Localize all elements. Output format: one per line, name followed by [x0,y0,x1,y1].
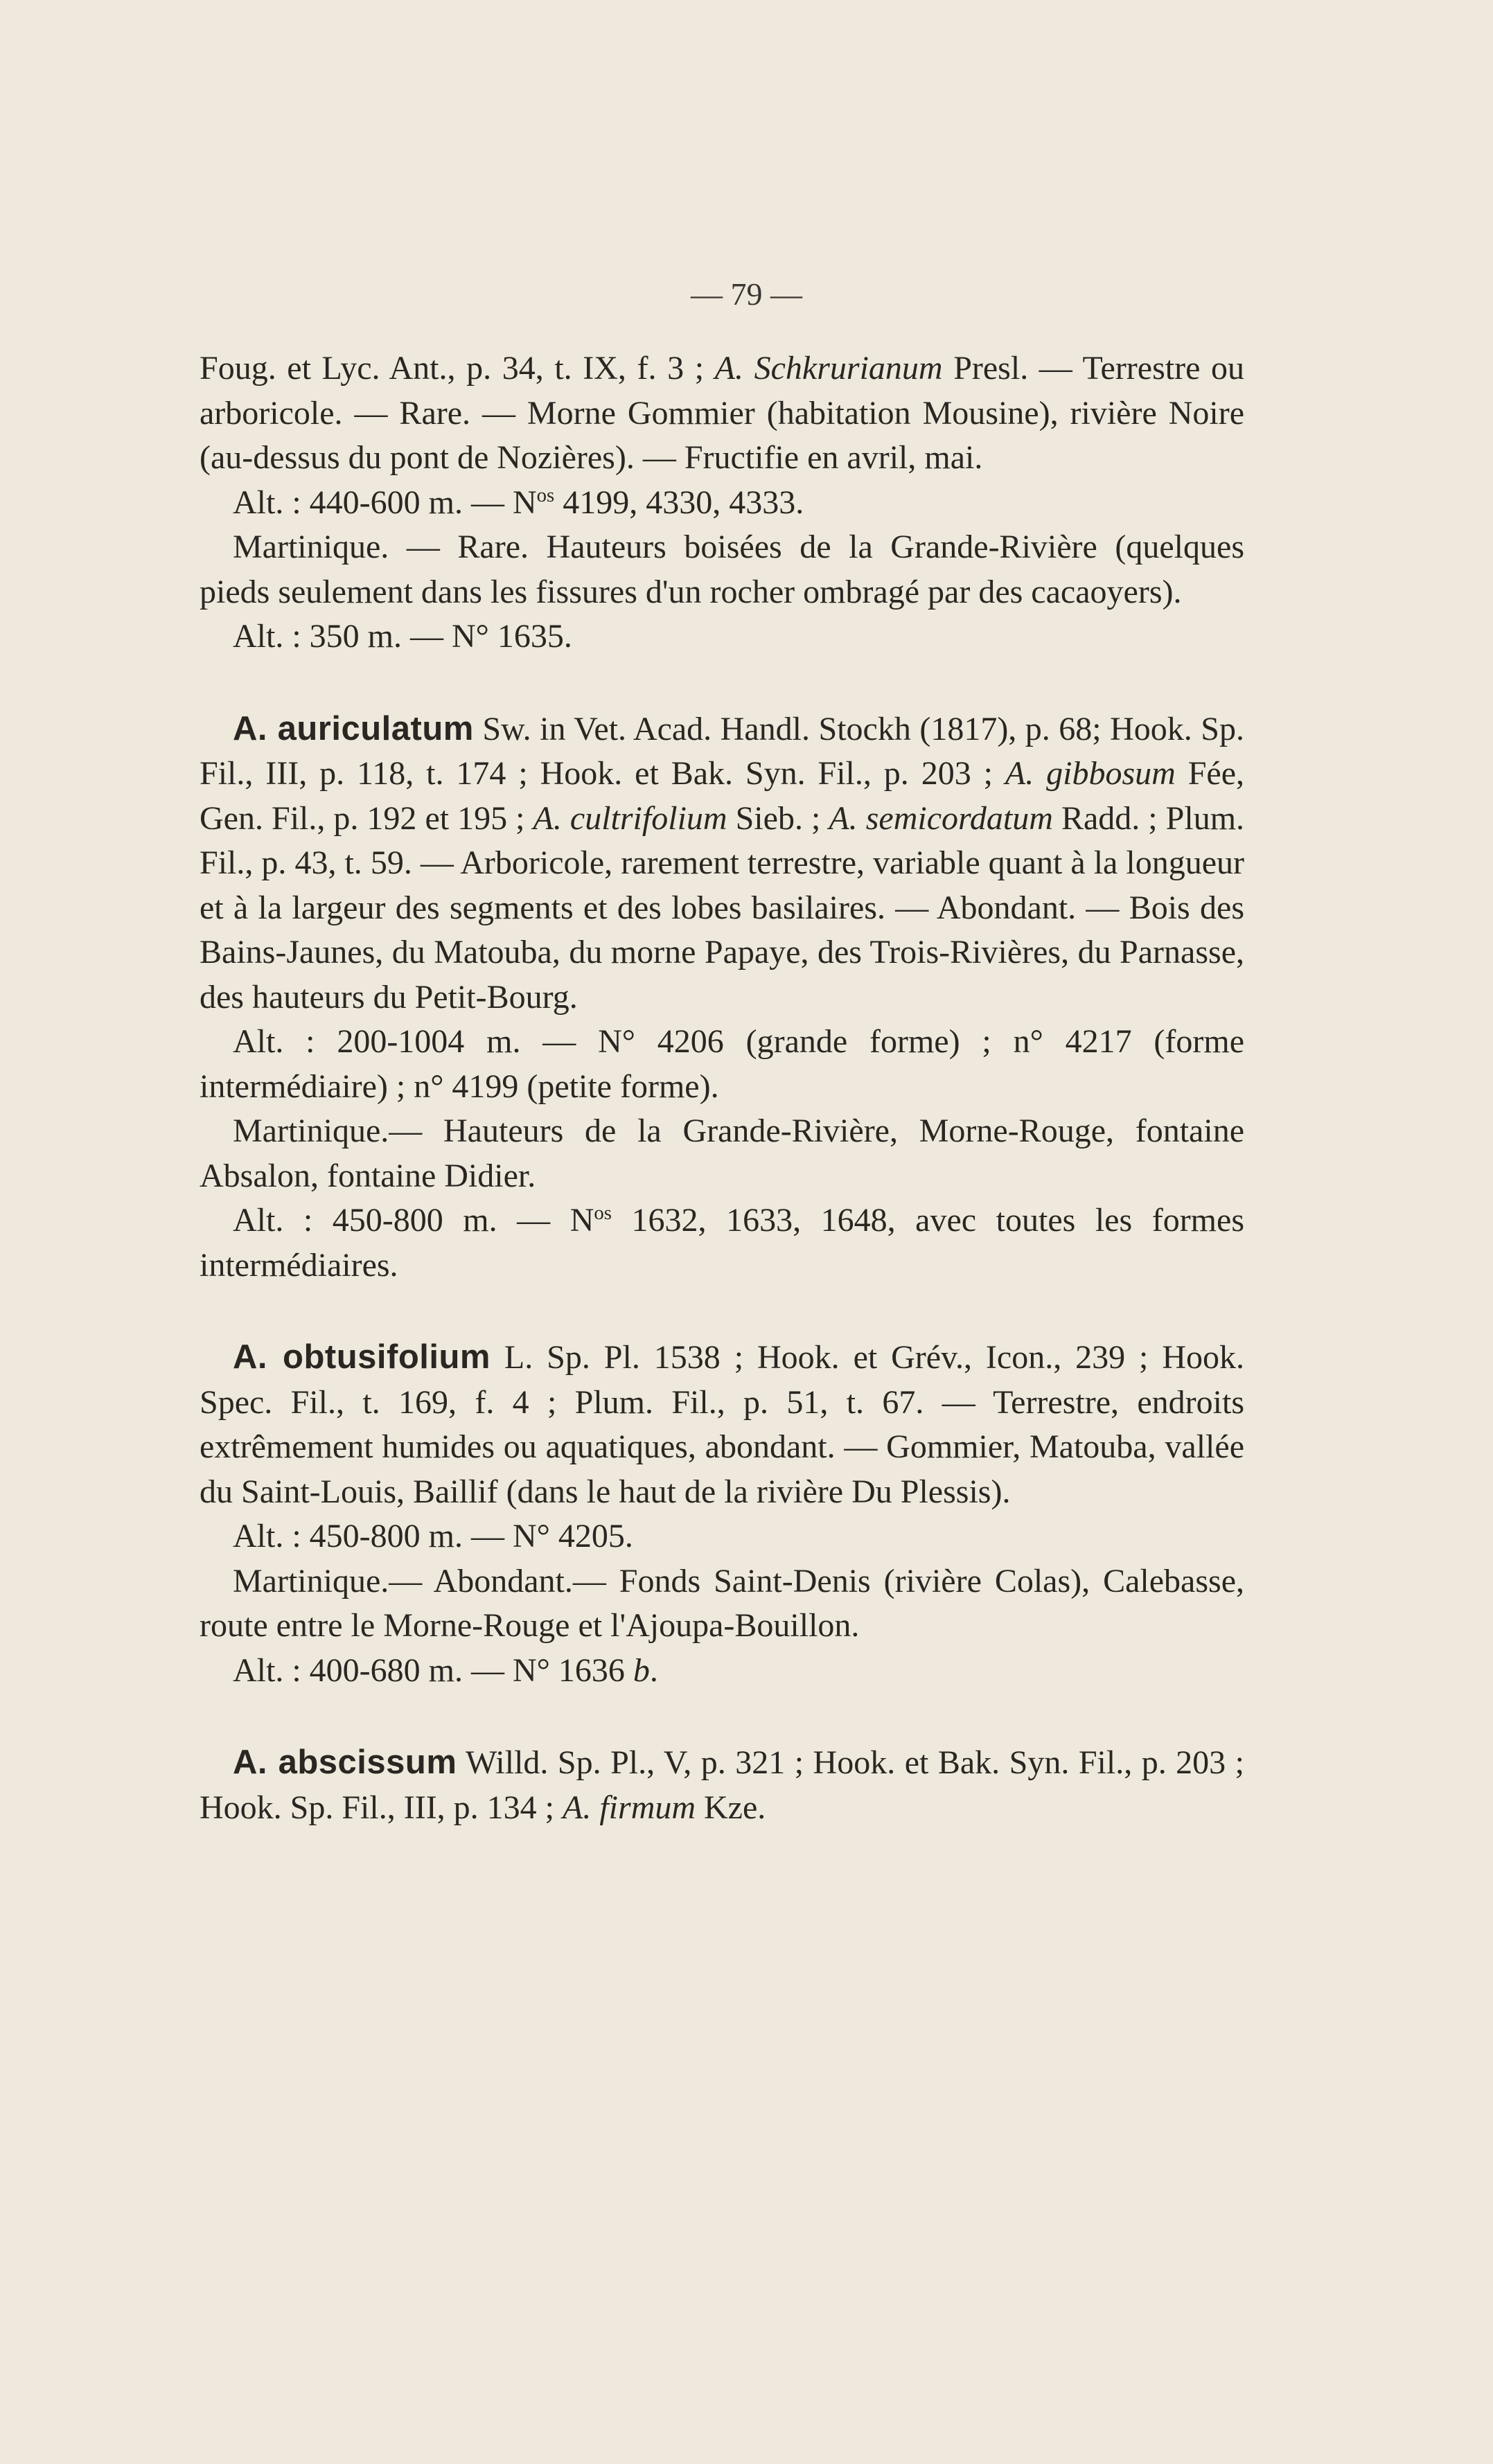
page-number: — 79 — [691,276,802,312]
paragraph [200,1649,1244,1694]
text-run: Sw. in Vet. Acad. Handl. Stockh (1817), p. 68; Hook. Sp. Fil., III, p. 118, t. 174 ; Hook. et Bak. Syn. Fil., p. 203 ; [200,710,1244,792]
text-run: Martinique. — Rare. Hauteurs boisées de la Grande-Rivière (quelques pieds seulement dans les fissures d'un rocher ombragé par des cacaoyers). [200,529,1244,610]
superscript: os [536,484,555,506]
text-run: Martinique.— Hauteurs de la Grande-Rivière, Morne-Rouge, fontaine Absalon, fontaine Didier. [200,1113,1244,1194]
text-run: Willd. Sp. Pl., V, p. 321 ; Hook. et Bak. Syn. Fil., p. 203 ; Hook. Sp. Fil., III, p. 134 ; [200,1744,1245,1826]
paragraph [200,1109,1244,1198]
species-name: A. abscissum [233,1744,457,1781]
italic-text: A. firmum [563,1789,696,1826]
paragraph [200,1020,1244,1109]
text-run: Fée, Gen. Fil., p. 192 et 195 ; [200,755,1245,837]
text-run: L. Sp. Pl. 1538 ; Hook. et Grév., Icon., 239 ; Hook. Spec. Fil., t. 169, f. 4 ; Plum. Fil., p. 51, t. 67. — Terrestre, endroits extrêmement humides ou aquatiques, abondant. — Gommier, Matouba, vallée du Saint-Louis, Baillif (dans le haut de la rivière Du Plessis). [200,1339,1244,1510]
text-run: . [649,1651,658,1689]
text-run: Alt. : 440-600 m. — N [233,484,537,521]
paragraph [200,525,1244,614]
paragraph [200,1559,1244,1649]
text-run: Alt. : 350 m. — N° 1635. [233,618,572,655]
text-run: 1632, 1633, 1648, avec toutes les formes intermédiaires. [200,1202,1244,1284]
italic-text: b [633,1651,650,1689]
italic-text: A. semicordatum [829,799,1053,837]
text-run: Radd. ; Plum. Fil., p. 43, t. 59. — Arboricole, rarement terrestre, variable quant à la longueur et à la largeur des segments et des lobes basilaires. — Abondant. — Bois des Bains-Jaunes, du Matouba, du morne Papaye, des Trois-Rivières, du Parnasse, des hauteurs du Petit-Bourg. [200,799,1245,1016]
body-text [200,346,1244,1830]
text-run: Alt. : 400-680 m. — N° 1636 [233,1651,633,1689]
text-run: Alt. : 200-1004 m. — N° 4206 (grande forme) ; n° 4217 (forme intermédiaire) ; n° 4199 (petite forme). [200,1023,1244,1105]
italic-text: A. Schkrurianum [714,350,943,387]
paragraph [200,1198,1244,1288]
superscript: os [594,1202,612,1224]
text-run: Martinique.— Abondant.— Fonds Saint-Denis (rivière Colas), Calebasse, route entre le Morne-Rouge et l'Ajoupa-Bouillon. [200,1562,1244,1644]
species-name: A. obtusifolium [233,1338,491,1376]
paragraph [200,614,1244,659]
text-run: 4199, 4330, 4333. [554,484,804,521]
text-run: Presl. — Terrestre ou arboricole. — Rare. — Morne Gommier (habitation Mousine), rivière Noire (au-dessus du pont de Nozières). — Fructifie en avril, mai. [200,350,1244,476]
text-run: Foug. et Lyc. Ant., p. 34, t. IX, f. 3 ; [200,350,715,387]
italic-text: A. cultrifolium [533,799,727,837]
species-name: A. auriculatum [233,709,474,747]
text-run: Sieb. ; [727,799,829,837]
species-entry [200,1740,1244,1830]
paragraph [200,481,1244,526]
text-run: Alt. : 450-800 m. — N° 4205. [233,1518,633,1554]
paragraph [200,346,1244,481]
species-entry [200,707,1244,1020]
text-run: Alt. : 450-800 m. — N [233,1202,594,1239]
species-entry [200,1335,1244,1514]
italic-text: A. gibbosum [1005,755,1176,792]
paragraph [200,1514,1244,1559]
text-run: Kze. [696,1789,766,1826]
